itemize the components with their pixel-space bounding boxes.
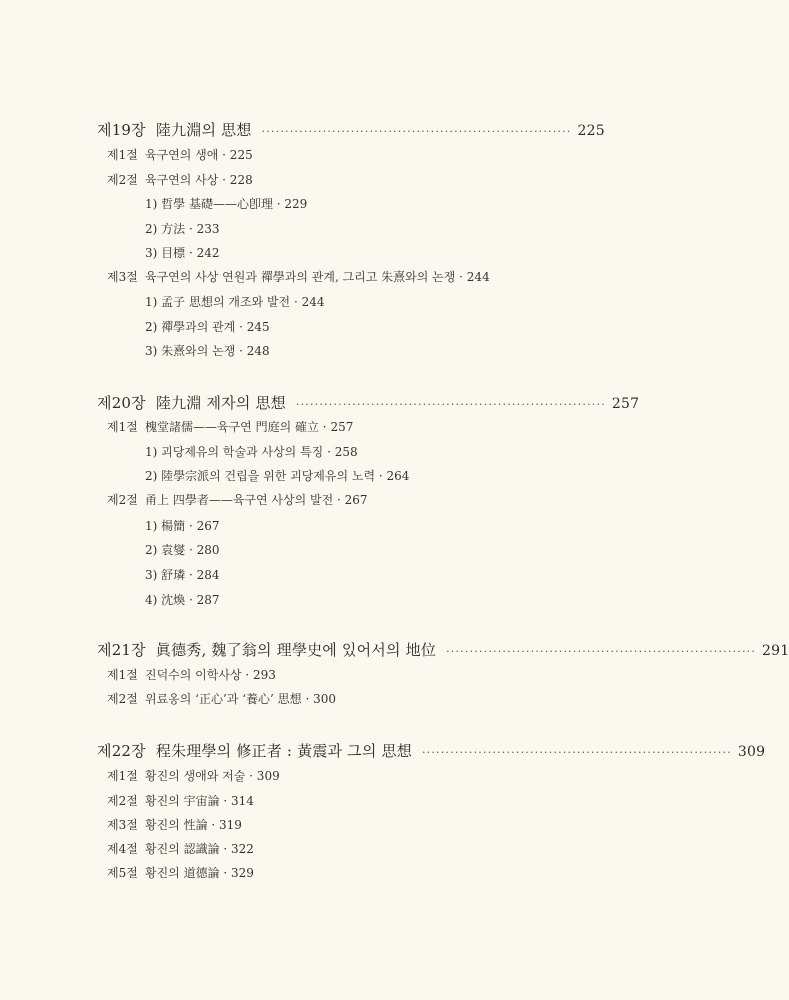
dot-leader: ·································································· [446,645,757,658]
section-number: 제2절 [107,493,138,507]
section-number: 제5절 [107,866,138,880]
section-title: 황진의 認識論 · 322 [145,842,254,856]
subsection-entry: 3) 目標 · 242 [145,246,220,260]
chapter-21-heading [97,639,789,660]
section-number: 제1절 [107,668,138,682]
chapter-page-number: 309 [737,744,766,760]
chapter-page-number: 257 [611,396,640,412]
section-number: 제4절 [107,842,138,856]
chapter-page-number: 225 [577,123,605,139]
section-number: 제1절 [107,148,138,162]
section-entry [107,666,276,683]
section-number: 제1절 [107,769,138,783]
section-title: 槐堂諸儒——육구연 門庭의 確立 · 257 [145,420,354,434]
section-title: 甬上 四學者——육구연 사상의 발전 · 267 [145,493,368,507]
section-entry [107,146,253,163]
section-number: 제2절 [107,794,138,808]
chapter-title: 程朱理學의 修正者 : 黃震과 그의 思想 [155,742,412,760]
dot-leader: ·································································· [261,125,572,138]
subsection-entry: 4) 沈煥 · 287 [145,593,220,607]
chapter-title: 陸九淵의 思想 [155,121,252,139]
chapter-22-heading [97,740,766,761]
section-number: 제2절 [107,173,138,187]
chapter-20-heading [97,392,640,413]
section-entry [107,690,336,707]
subsection-entry: 1) 哲學 基礎——心卽理 · 229 [145,197,308,211]
section-title: 육구연의 생애 · 225 [145,148,253,162]
chapter-page-number: 291 [762,643,789,659]
chapter-number: 제19장 [97,121,146,139]
section-title: 황진의 宇宙論 · 314 [145,794,254,808]
subsection-entry: 1) 楊簡 · 267 [145,519,220,533]
subsection-entry: 2) 方法 · 233 [145,222,220,236]
section-title: 육구연의 사상 · 228 [145,173,253,187]
section-entry [107,171,253,188]
subsection-entry: 2) 陸學宗派의 건립을 위한 괴당제유의 노력 · 264 [145,469,410,483]
section-number: 제3절 [107,270,138,284]
section-entry [107,767,280,784]
subsection-entry: 3) 舒璘 · 284 [145,568,220,582]
section-title: 황진의 생애와 저술 · 309 [145,769,280,783]
section-title: 진덕수의 이학사상 · 293 [145,668,276,682]
section-entry [107,418,353,435]
subsection-entry: 1) 괴당제유의 학술과 사상의 특징 · 258 [145,445,358,459]
subsection-entry: 2) 袁燮 · 280 [145,543,220,557]
subsection-entry: 3) 朱熹와의 논쟁 · 248 [145,344,270,358]
subsection-entry: 2) 禪學과의 관계 · 245 [145,320,270,334]
section-number: 제1절 [107,420,138,434]
section-number: 제2절 [107,692,138,706]
section-entry [107,816,242,833]
section-title: 황진의 道德論 · 329 [145,866,254,880]
chapter-title: 陸九淵 제자의 思想 [155,394,286,412]
section-title: 위료옹의 ‘正心’과 ‘養心’ 思想 · 300 [145,692,337,706]
chapter-number: 제22장 [97,742,146,760]
section-title: 황진의 性論 · 319 [145,818,242,832]
chapter-title: 眞德秀, 魏了翁의 理學史에 있어서의 地位 [155,641,437,659]
section-entry [107,268,490,285]
dot-leader: ·································································· [295,398,606,411]
section-entry [107,491,368,508]
section-title: 육구연의 사상 연원과 禪學과의 관계, 그리고 朱熹와의 논쟁 · 244 [145,270,490,284]
section-entry [107,840,254,857]
subsection-entry: 1) 孟子 思想의 개조와 발전 · 244 [145,295,325,309]
chapter-number: 제21장 [97,641,146,659]
chapter-19-heading [97,119,605,140]
chapter-number: 제20장 [97,394,146,412]
section-entry [107,864,254,881]
section-entry [107,792,254,809]
section-number: 제3절 [107,818,138,832]
dot-leader: ·································································· [421,746,732,759]
